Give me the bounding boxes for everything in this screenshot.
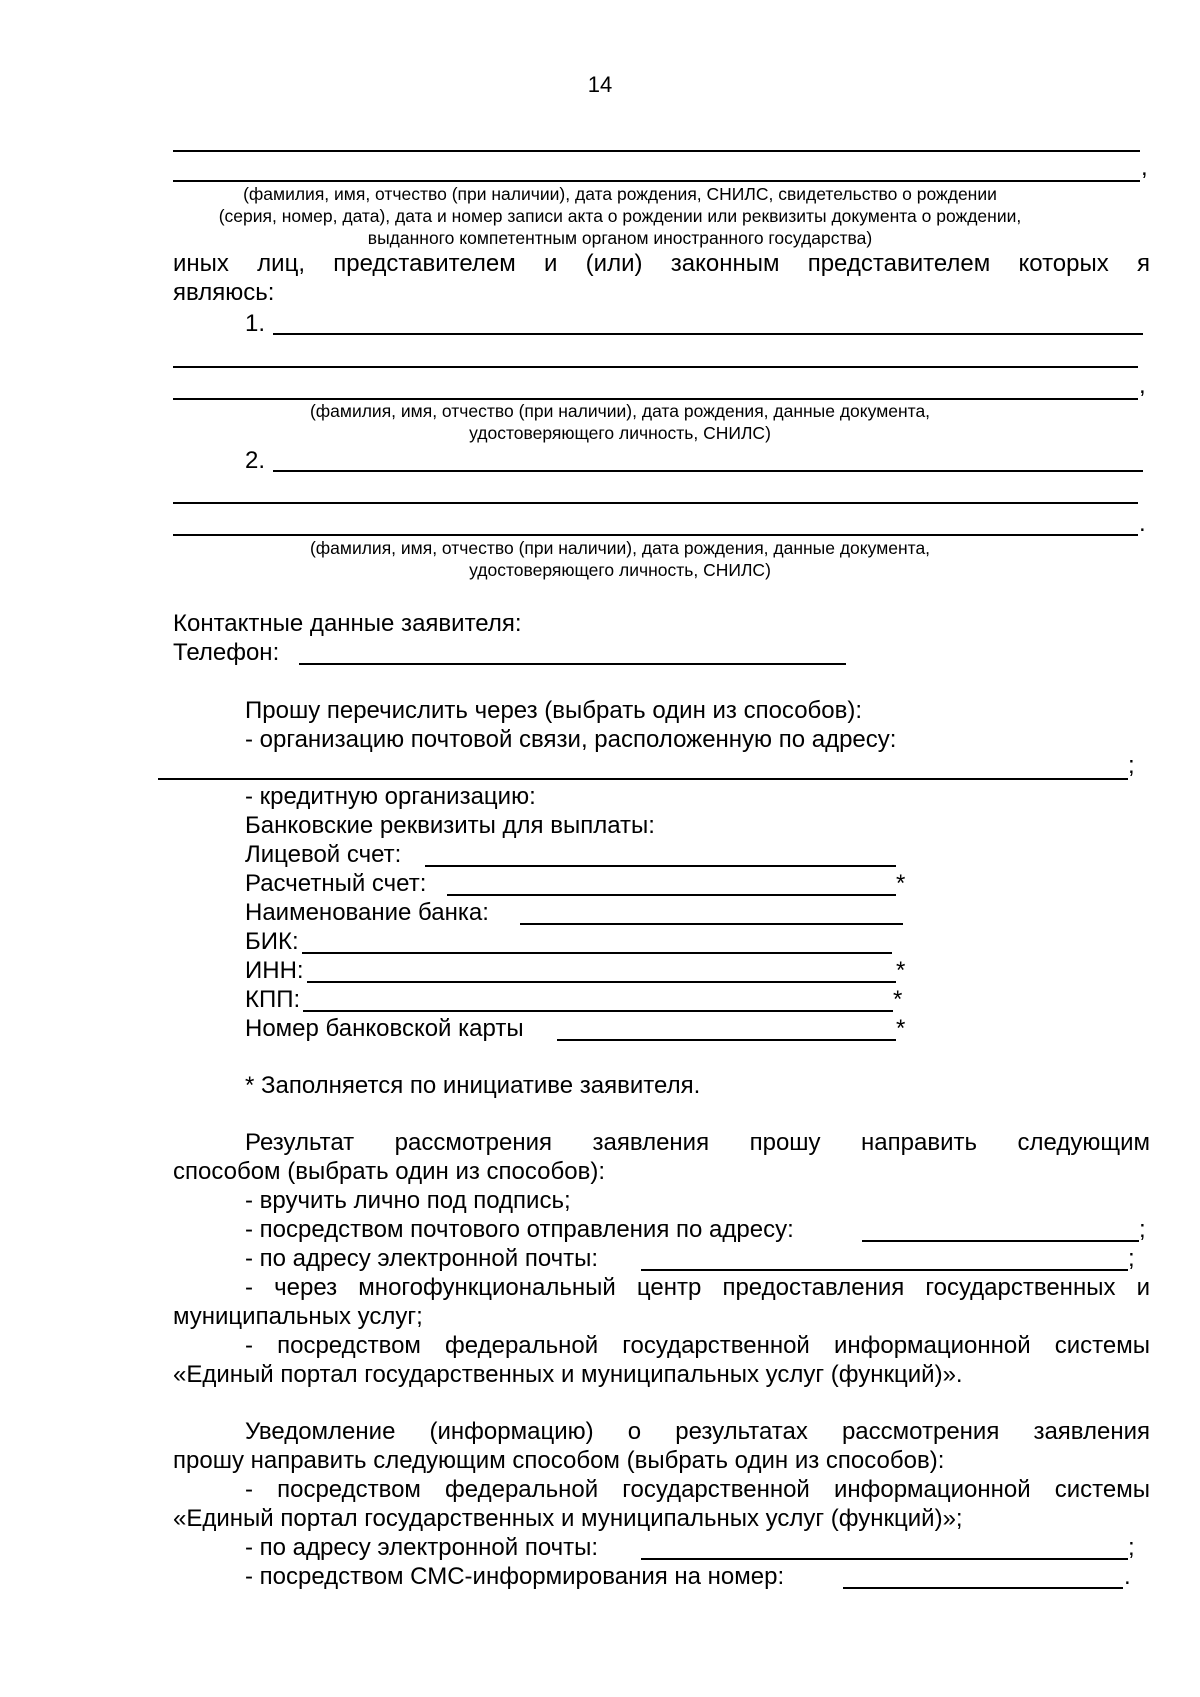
comma: , [1139, 372, 1146, 399]
comma: , [1141, 154, 1148, 181]
bik-label: БИК: [245, 928, 299, 955]
asterisk: * [893, 986, 903, 1013]
kpp-input[interactable] [303, 1010, 893, 1012]
caption-person-2 [150, 537, 1090, 581]
settlement-account-input[interactable] [447, 894, 896, 896]
kpp-label: КПП: [245, 986, 301, 1013]
page-number: 14 [587, 72, 613, 97]
personal-account-label: Лицевой счет: [245, 841, 402, 868]
other-persons-text-end: являюсь: [173, 279, 275, 306]
result-opt-portal-end: «Единый портал государственных и муниципальных услуг (функций)». [173, 1361, 963, 1388]
caption-line: (фамилия, имя, отчество (при наличии), дата рождения, данные документа, [309, 538, 931, 558]
result-post-address-input[interactable] [862, 1240, 1139, 1242]
period: . [1139, 510, 1146, 537]
personal-account-input[interactable] [425, 865, 896, 867]
result-opt-mfc-end: муниципальных услуг; [173, 1303, 423, 1330]
result-opt-portal: - посредством федеральной государственной информационной системы [245, 1332, 1150, 1359]
caption-line: (фамилия, имя, отчество (при наличии), дата рождения, СНИЛС, свидетельство о рождении [243, 184, 997, 204]
notice-intro: Уведомление (информацию) о результатах рассмотрения заявления [245, 1418, 1150, 1445]
card-number-input[interactable] [557, 1039, 896, 1041]
result-intro: Результат рассмотрения заявления прошу направить следующим [245, 1129, 1150, 1156]
result-opt-personal: - вручить лично под подпись; [245, 1187, 571, 1214]
result-opt-post: - посредством почтового отправления по адресу: [245, 1216, 794, 1243]
result-opt-mfc: - через многофункциональный центр предоставления государственных и [245, 1274, 1150, 1301]
inn-input[interactable] [307, 981, 896, 983]
item-1-line[interactable] [273, 333, 1143, 335]
notice-email-input[interactable] [641, 1558, 1128, 1560]
caption-line: удостоверяющего личность, СНИЛС) [469, 423, 771, 443]
blank-line[interactable] [173, 150, 1140, 152]
inn-label: ИНН: [245, 957, 304, 984]
caption-person-1 [150, 400, 1090, 444]
notice-opt-sms: - посредством СМС-информирования на номер: [245, 1563, 785, 1590]
period: . [1124, 1563, 1131, 1590]
result-opt-email: - по адресу электронной почты: [245, 1245, 599, 1272]
notice-opt-portal: - посредством федеральной государственной информационной системы [245, 1476, 1150, 1503]
other-persons-text: иных лиц, представителем и (или) законным представителем которых я [173, 250, 1150, 277]
card-number-label: Номер банковской карты [245, 1015, 524, 1042]
credit-option: - кредитную организацию: [245, 783, 536, 810]
phone-input[interactable] [299, 663, 846, 665]
semicolon: ; [1128, 1534, 1135, 1561]
item-2-line[interactable] [173, 502, 1138, 504]
asterisk: * [896, 957, 906, 984]
asterisk: * [896, 1015, 906, 1042]
footnote: * Заполняется по инициативе заявителя. [245, 1072, 701, 1099]
contacts-title: Контактные данные заявителя: [173, 610, 522, 637]
notice-intro-end: прошу направить следующим способом (выбрать один из способов): [173, 1447, 945, 1474]
item-2-number: 2. [245, 447, 266, 474]
phone-label: Телефон: [173, 639, 280, 666]
settlement-account-label: Расчетный счет: [245, 870, 427, 897]
item-1-number: 1. [245, 310, 266, 337]
result-email-input[interactable] [641, 1269, 1128, 1271]
caption-line: (фамилия, имя, отчество (при наличии), дата рождения, данные документа, [309, 401, 931, 421]
result-intro-end: способом (выбрать один из способов): [173, 1158, 605, 1185]
bank-name-input[interactable] [520, 923, 903, 925]
transfer-title: Прошу перечислить через (выбрать один из способов): [245, 697, 863, 724]
item-2-line[interactable] [273, 470, 1143, 472]
caption-child-data [150, 183, 1090, 249]
notice-opt-portal-end: «Единый портал государственных и муниципальных услуг (функций)»; [173, 1505, 963, 1532]
caption-line: (серия, номер, дата), дата и номер записи акта о рождении или реквизиты документа о рождении, [218, 206, 1022, 226]
postal-option: - организацию почтовой связи, расположенную по адресу: [245, 726, 897, 753]
caption-line: удостоверяющего личность, СНИЛС) [469, 560, 771, 580]
item-2-line[interactable] [173, 534, 1138, 536]
bank-details-title: Банковские реквизиты для выплаты: [245, 812, 655, 839]
bik-input[interactable] [302, 952, 892, 954]
item-1-line[interactable] [173, 366, 1138, 368]
postal-address-input[interactable] [158, 778, 1128, 780]
asterisk: * [896, 870, 906, 897]
semicolon: ; [1139, 1216, 1146, 1243]
caption-line: выданного компетентным органом иностранного государства) [367, 228, 873, 248]
semicolon: ; [1128, 752, 1135, 779]
notice-opt-email: - по адресу электронной почты: [245, 1534, 599, 1561]
notice-sms-number-input[interactable] [843, 1587, 1123, 1589]
blank-line[interactable] [173, 180, 1140, 182]
bank-name-label: Наименование банка: [245, 899, 489, 926]
semicolon: ; [1128, 1245, 1135, 1272]
